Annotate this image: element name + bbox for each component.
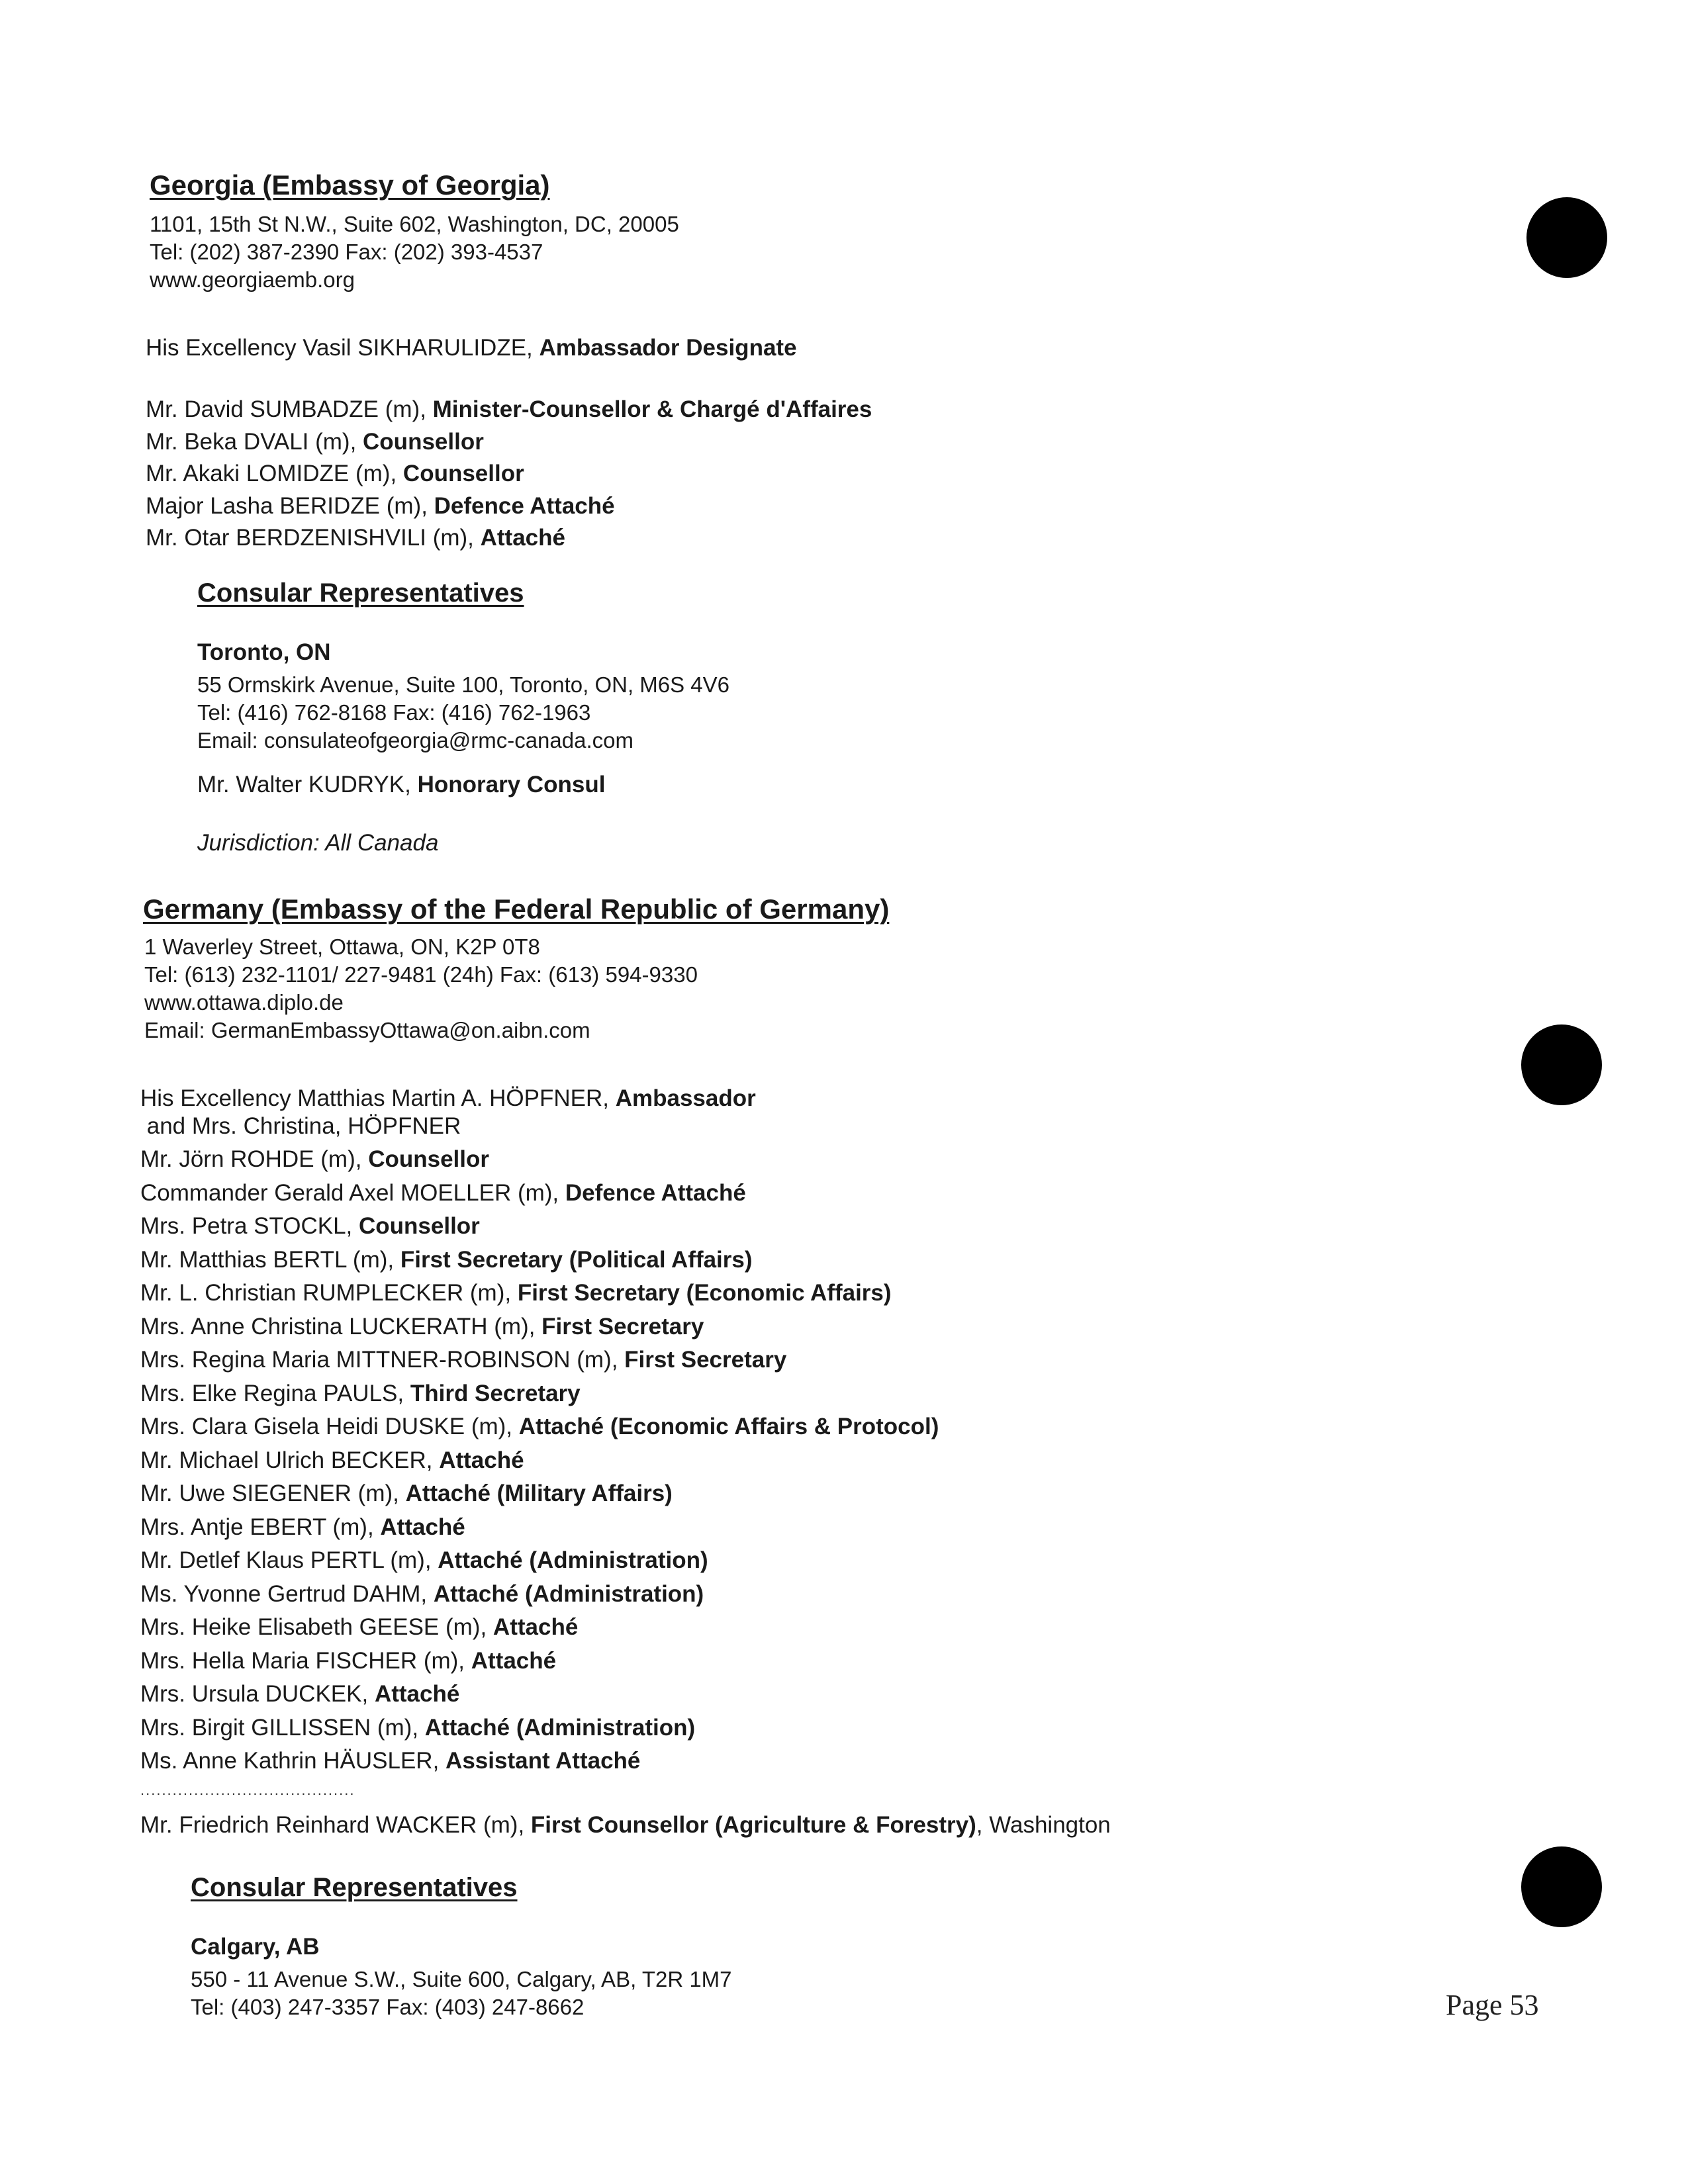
person-name: Mrs. Antje EBERT (m), (140, 1514, 381, 1540)
staff-row (146, 522, 872, 555)
person-title: Assistant Attaché (445, 1748, 641, 1774)
punch-hole-top (1526, 197, 1607, 278)
georgia-address (150, 210, 679, 294)
person-name: Major Lasha BERIDZE (m), (146, 492, 434, 519)
person-title: Attaché (480, 525, 565, 551)
staff-row (140, 1678, 939, 1711)
staff-row (140, 1711, 939, 1745)
person-title: Attaché (Administration) (433, 1580, 704, 1607)
person-name: Mr. Matthias BERTL (m), (140, 1246, 400, 1273)
germany-consulate-contact (191, 1966, 732, 2021)
person-name: Ms. Anne Kathrin HÄUSLER, (140, 1748, 446, 1774)
separator-dots: ........................................ (140, 1782, 355, 1798)
person-title: Attaché (Military Affairs) (405, 1480, 673, 1506)
staff-row (140, 1444, 939, 1478)
germany-consular-heading: Consular Representatives (191, 1873, 518, 1902)
person-title: Ambassador Designate (539, 335, 797, 361)
page-number: Page 53 (1446, 1989, 1539, 2021)
georgia-phone-line: Tel: (202) 387-2390 Fax: (202) 393-4537 (150, 240, 543, 264)
person-name: Mrs. Regina Maria MITTNER-ROBINSON (m), (140, 1347, 625, 1373)
person-title: Attaché (Economic Affairs & Protocol) (518, 1414, 939, 1439)
person-title: Defence Attaché (434, 492, 615, 519)
person-name: Mrs. Clara Gisela Heidi DUSKE (m), (140, 1414, 519, 1439)
staff-row (140, 1511, 939, 1545)
person-name: Mrs. Heike Elisabeth GEESE (m), (140, 1614, 493, 1640)
person-title: Attaché (380, 1514, 465, 1540)
person-title: Attaché (492, 1614, 579, 1640)
person-name: Mr. Friedrich Reinhard WACKER (m), (140, 1812, 531, 1838)
germany-ambassador (140, 1085, 756, 1112)
staff-row (146, 490, 872, 523)
person-title: Counsellor (368, 1146, 489, 1172)
person-name: Mrs. Birgit GILLISSEN (m), (140, 1714, 425, 1741)
person-title: Counsellor (402, 461, 524, 486)
georgia-consulate-contact (197, 671, 729, 754)
person-name: Mr. Uwe SIEGENER (m), (140, 1480, 406, 1506)
germany-address-line: 1 Waverley Street, Ottawa, ON, K2P 0T8 (144, 934, 540, 959)
georgia-ambassador (146, 335, 797, 361)
germany-staff-list (140, 1143, 939, 1778)
person-name: Mr. Michael Ulrich BECKER, (140, 1447, 440, 1473)
germany-address (144, 933, 698, 1044)
germany-phone-line: Tel: (613) 232-1101/ 227-9481 (24h) Fax: (613) 594-9330 (144, 962, 698, 987)
consulate-address-line: 55 Ormskirk Avenue, Suite 100, Toronto, ON, M6S 4V6 (197, 672, 730, 697)
person-title: First Counsellor (Agriculture & Forestry) (530, 1812, 976, 1838)
germany-spouse: and Mrs. Christina, HÖPFNER (140, 1113, 461, 1139)
person-name: His Excellency Vasil SIKHARULIDZE, (146, 335, 539, 361)
georgia-consular-heading: Consular Representatives (197, 578, 524, 608)
person-title: First Secretary (541, 1313, 704, 1340)
georgia-website: www.georgiaemb.org (150, 267, 355, 292)
staff-row (140, 1343, 939, 1377)
staff-row (146, 458, 872, 490)
staff-row (146, 426, 872, 459)
staff-row (140, 1410, 939, 1444)
person-name: Mr. Beka DVALI (m), (146, 428, 363, 455)
staff-row (140, 1210, 939, 1244)
person-name: Mr. Detlef Klaus PERTL (m), (140, 1547, 438, 1573)
staff-row (140, 1611, 939, 1645)
person-title: Third Secretary (410, 1380, 581, 1406)
consulate-phone-line: Tel: (416) 762-8168 Fax: (416) 762-1963 (197, 700, 591, 725)
person-name: Mr. Akaki LOMIDZE (m), (146, 461, 403, 486)
person-title: Attaché (439, 1447, 524, 1473)
person-name: Mr. Otar BERDZENISHVILI (m), (146, 525, 481, 551)
georgia-heading: Georgia (Embassy of Georgia) (150, 169, 550, 201)
staff-row (140, 1477, 939, 1511)
person-name: Mr. L. Christian RUMPLECKER (m), (140, 1280, 518, 1306)
person-name: Mr. David SUMBADZE (m), (146, 396, 433, 422)
person-name: Mrs. Anne Christina LUCKERATH (m), (140, 1313, 542, 1340)
person-title: Counsellor (359, 1213, 480, 1239)
staff-row (140, 1544, 939, 1578)
consulate-email-line: Email: consulateofgeorgia@rmc-canada.com (197, 728, 633, 752)
person-name: Mrs. Ursula DUCKEK, (140, 1681, 375, 1707)
person-name: Ms. Yvonne Gertrud DAHM, (140, 1580, 434, 1607)
staff-row (146, 394, 872, 426)
person-name: Mr. Walter KUDRYK, (197, 772, 418, 797)
staff-row (140, 1277, 939, 1310)
consulate-phone-line: Tel: (403) 247-3357 Fax: (403) 247-8662 (191, 1995, 585, 2019)
person-title: Attaché (374, 1681, 460, 1707)
person-title: Minister-Counsellor & Chargé d'Affaires (432, 396, 872, 422)
georgia-staff-list (146, 394, 872, 555)
germany-email: Email: GermanEmbassyOttawa@on.aibn.com (144, 1018, 590, 1042)
person-title: Honorary Consul (417, 772, 606, 797)
person-name: Mr. Jörn ROHDE (m), (140, 1146, 369, 1172)
person-name: Commander Gerald Axel MOELLER (m), (140, 1179, 565, 1206)
person-name: Mrs. Elke Regina PAULS, (140, 1380, 410, 1406)
person-title: Defence Attaché (565, 1179, 746, 1206)
person-title: Attaché (Administration) (424, 1714, 696, 1741)
staff-row (140, 1645, 939, 1678)
germany-heading: Germany (Embassy of the Federal Republic of Germany) (143, 893, 890, 925)
person-name: Mrs. Petra STOCKL, (140, 1213, 359, 1239)
punch-hole-middle (1521, 1024, 1602, 1105)
person-title: Counsellor (363, 428, 484, 455)
germany-consulate-city: Calgary, AB (191, 1934, 320, 1960)
person-title: First Secretary (Political Affairs) (400, 1246, 753, 1273)
person-title: First Secretary (624, 1347, 787, 1373)
staff-row (140, 1745, 939, 1778)
georgia-consulate-city: Toronto, ON (197, 639, 331, 665)
georgia-honorary-consul (197, 772, 605, 798)
georgia-address-line: 1101, 15th St N.W., Suite 602, Washington, DC, 20005 (150, 212, 679, 236)
punch-hole-bottom (1521, 1846, 1602, 1927)
person-name: Mrs. Hella Maria FISCHER (m), (140, 1647, 471, 1674)
staff-row (140, 1244, 939, 1277)
person-name: His Excellency Matthias Martin A. HÖPFNER, (140, 1085, 616, 1111)
person-title: Attaché (Administration) (438, 1547, 708, 1573)
person-title: First Secretary (Economic Affairs) (517, 1280, 892, 1306)
germany-accredited-staff (140, 1812, 1111, 1839)
person-title: Ambassador (615, 1085, 756, 1111)
person-title: Attaché (471, 1647, 557, 1674)
staff-row (140, 1578, 939, 1612)
germany-website: www.ottawa.diplo.de (144, 990, 344, 1015)
consulate-address-line: 550 - 11 Avenue S.W., Suite 600, Calgary, AB, T2R 1M7 (191, 1967, 732, 1991)
person-location: , Washington (976, 1812, 1111, 1838)
georgia-jurisdiction: Jurisdiction: All Canada (197, 830, 439, 856)
staff-row (140, 1177, 939, 1210)
staff-row (140, 1377, 939, 1411)
staff-row (140, 1310, 939, 1344)
staff-row (140, 1143, 939, 1177)
